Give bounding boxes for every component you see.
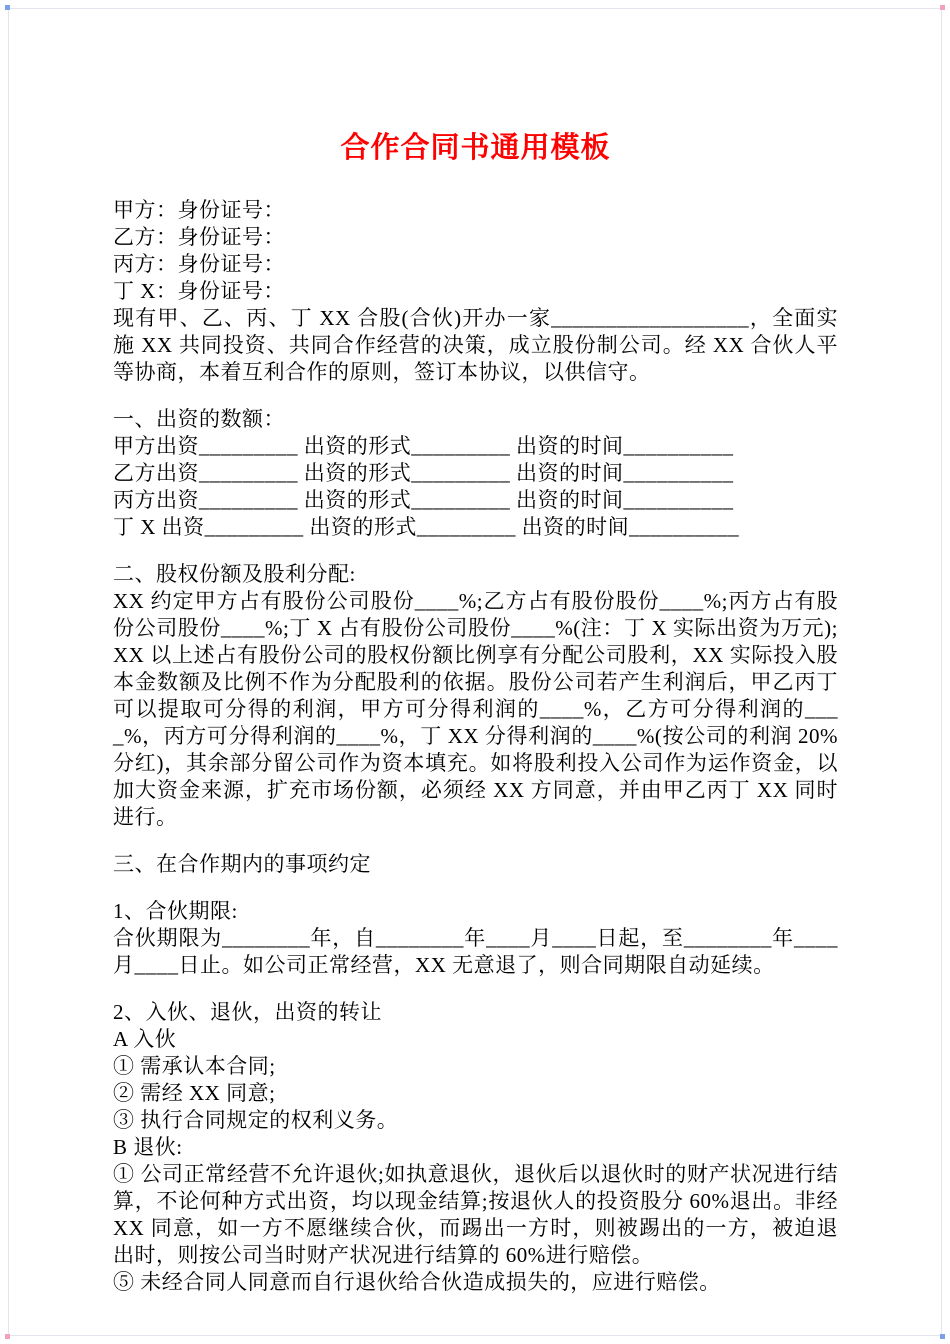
contribution-row-c: 丙方出资_________ 出资的形式_________ 出资的时间__________ <box>113 488 734 512</box>
withdraw-heading: B 退伙: <box>113 1135 183 1159</box>
document-title: 合作合同书通用模板 <box>340 132 611 164</box>
partnership-term-paragraph: 合伙期限为________年，自________年____月____日起，至________年____月____日止。如公司正常经营，XX 无意退了，则合同期限自动延续。 <box>113 926 838 977</box>
contribution-row-b: 乙方出资_________ 出资的形式_________ 出资的时间__________ <box>113 461 734 485</box>
join-heading: A 入伙 <box>113 1027 177 1051</box>
section-1-heading: 一、出资的数额： <box>113 407 285 431</box>
party-c-line: 丙方：身份证号： <box>113 252 285 276</box>
join-item-2: ② 需经 XX 同意; <box>113 1081 276 1105</box>
party-b-line: 乙方：身份证号： <box>113 225 285 249</box>
section-3-heading: 三、在合作期内的事项约定 <box>113 852 371 876</box>
contribution-row-d: 丁 X 出资_________ 出资的形式_________ 出资的时间__________ <box>113 515 740 539</box>
corner-mark-bottom-right <box>940 1334 945 1339</box>
preamble-paragraph: 现有甲、乙、丙、丁 XX 合股(合伙)开办一家__________________，全面实施 XX 共同投资、共同合作经营的决策，成立股份制公司。经 XX 合伙人平等协商，本着互利合作的原则，签订本协议，以供信守。 <box>113 306 838 384</box>
clause-2-heading: 2、入伙、退伙，出资的转让 <box>113 1000 382 1024</box>
withdraw-item-1: ① 公司正常经营不允许退伙;如执意退伙，退伙后以退伙时的财产状况进行结算，不论何种方式出资，均以现金结算;按退伙人的投资股分 60%退出。非经 XX 同意，如一方不愿继续合伙，而踢出一方时，则被踢出的一方，被迫退出时，则按公司当时财产状况进行结算的 60%进行赔偿。 <box>113 1162 838 1267</box>
party-a-line: 甲方：身份证号： <box>113 198 285 222</box>
contribution-row-a: 甲方出资_________ 出资的形式_________ 出资的时间__________ <box>113 434 734 458</box>
join-item-1: ① 需承认本合同; <box>113 1054 276 1078</box>
join-item-3: ③ 执行合同规定的权利义务。 <box>113 1108 399 1132</box>
withdraw-item-5: ⑤ 未经合同人同意而自行退伙给合伙造成损失的，应进行赔偿。 <box>113 1270 721 1294</box>
equity-distribution-paragraph: XX 约定甲方占有股份公司股份____%;乙方占有股份股份____%;丙方占有股份公司股份____%;丁 X 占有股份公司股份____%(注：丁 X 实际出资为万元);XX 以上述占有股份公司的股权份额比例享有分配公司股利，XX 实际投入股本金数额及比例不作为分配股利的依据。股份公司若产生利润后，甲乙丙丁可以提取可分得的利润，甲方可分得利润的____%，乙方可分得利润的____%，丙方可分得利润的____%，丁 XX 分得利润的____%(按公司的利润 20%分红)，其余部分留公司作为资本填充。如将股利投入公司作为运作资金，以加大资金来源，扩充市场份额，必须经 XX 方同意，并由甲乙丙丁 XX 同时进行。 <box>113 589 838 829</box>
section-2-heading: 二、股权份额及股利分配: <box>113 562 356 586</box>
clause-1-heading: 1、合伙期限: <box>113 899 238 923</box>
corner-mark-top-right <box>940 5 945 10</box>
corner-mark-top-left <box>5 5 10 10</box>
document-body <box>113 197 838 1296</box>
corner-mark-bottom-left <box>5 1334 10 1339</box>
party-d-line: 丁 X：身份证号： <box>113 279 285 303</box>
